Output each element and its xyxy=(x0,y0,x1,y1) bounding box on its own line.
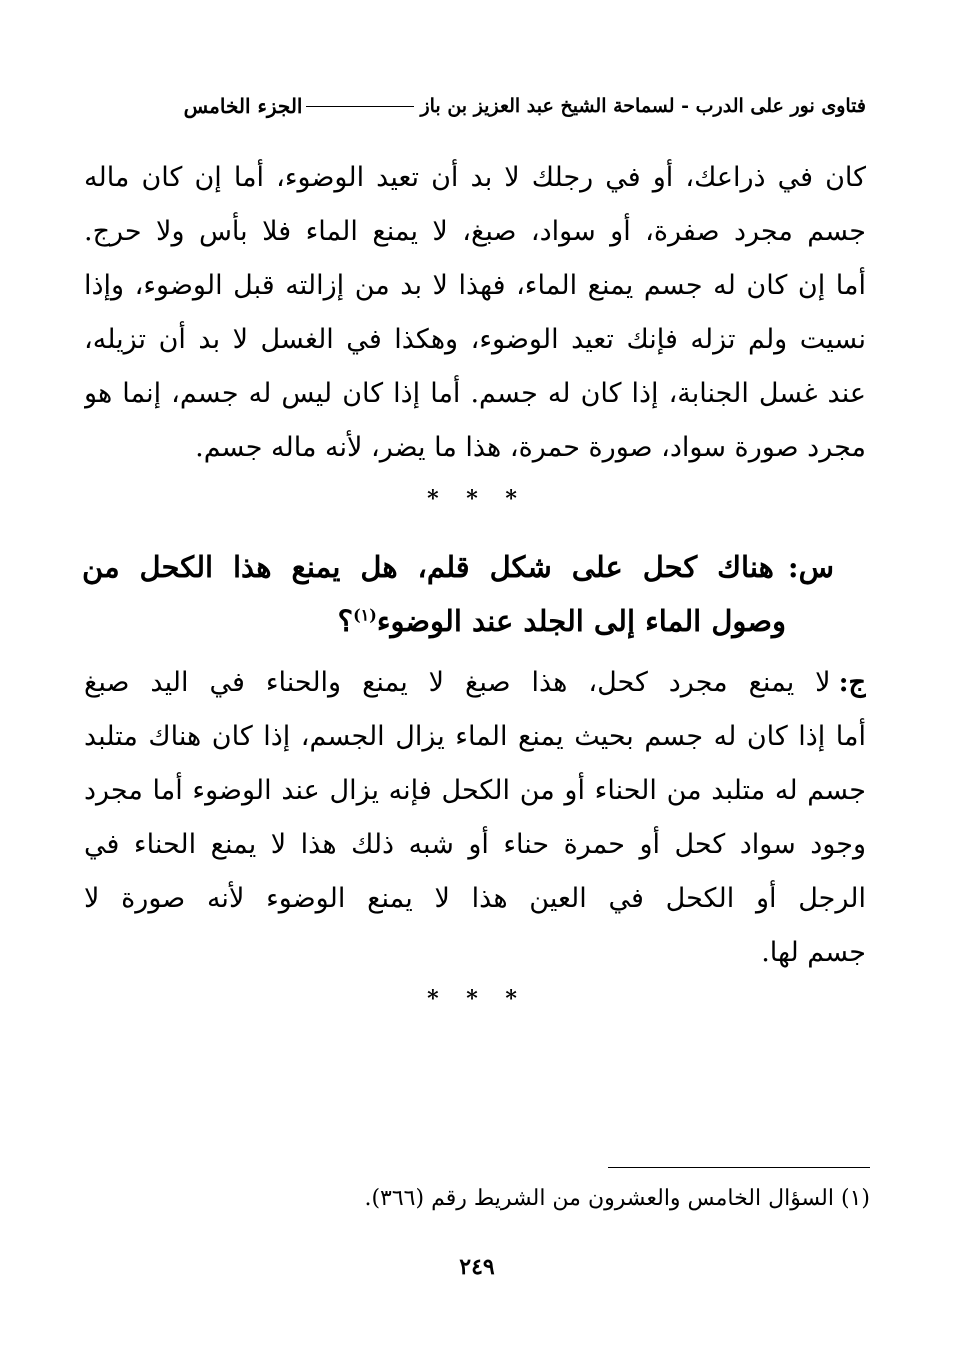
footnote-rule xyxy=(608,1167,870,1168)
footnote-marker: (١) xyxy=(353,605,377,625)
header-rule xyxy=(306,106,414,107)
answer-line xyxy=(84,656,866,710)
answer-block xyxy=(84,656,866,980)
question-line xyxy=(82,594,834,648)
volume-label: الجزء الخامس xyxy=(183,94,303,118)
text-line: جسم مجرد صفرة، أو سواد، صبغ، لا يمنع الماء فلا بأس ولا حرج. xyxy=(84,216,866,247)
text-line: الرجل أو الكحل في العين هذا لا يمنع الوضوء لأنه صورة لا xyxy=(84,883,866,914)
text-line: وجود سواد كحل أو حمرة حناء أو شبه ذلك هذا لا يمنع الحناء في xyxy=(84,829,866,860)
section-separator: * * * xyxy=(427,986,527,1012)
question-line xyxy=(82,540,834,594)
text-line: جسم له متلبد من الحناء أو من الكحل فإنه يزال عند الوضوء أما مجرد xyxy=(84,775,866,806)
answer-text: لا يمنع مجرد كحل، هذا صبغ لا يمنع والحناء في اليد صبغ xyxy=(84,667,831,698)
answer-prefix: ج: xyxy=(838,667,866,698)
footnote: (١) السؤال الخامس والعشرون من الشريط رقم (٣٦٦). xyxy=(364,1186,870,1211)
question-text: هناك كحل على شكل قلم، هل يمنع هذا الكحل من xyxy=(82,550,774,584)
question-block xyxy=(82,540,834,648)
text-line: كان في ذراعك، أو في رجلك لا بد أن تعيد الوضوء، أما إن كان ماله xyxy=(84,162,866,193)
text-line: جسم لها. xyxy=(761,937,866,968)
book-title: فتاوى نور على الدرب - لسماحة الشيخ عبد العزيز بن باز xyxy=(420,95,866,117)
question-prefix: س: xyxy=(787,550,834,584)
answer-continuation-paragraph xyxy=(84,151,866,475)
running-header xyxy=(84,88,866,124)
text-line: أما إن كان له جسم يمنع الماء، فهذا لا بد من إزالته قبل الوضوء، وإذا xyxy=(84,270,866,301)
question-mark: ؟ xyxy=(337,604,354,638)
question-text: وصول الماء إلى الجلد عند الوضوء xyxy=(376,604,786,638)
text-line: نسيت ولم تزله فإنك تعيد الوضوء، وهكذا في الغسل لا بد أن تزيله، xyxy=(84,324,866,355)
section-separator: * * * xyxy=(427,486,527,512)
text-line: أما إذا كان له جسم بحيث يمنع الماء يزال الجسم، إذا كان هناك متلبد xyxy=(84,721,866,752)
text-line: مجرد صورة سواد، صورة حمرة، هذا ما يضر، لأنه ماله جسم. xyxy=(195,432,866,463)
page-number: ٢٤٩ xyxy=(459,1254,495,1280)
text-line: عند غسل الجنابة، إذا كان له جسم. أما إذا كان ليس له جسم، إنما هو xyxy=(84,378,866,409)
